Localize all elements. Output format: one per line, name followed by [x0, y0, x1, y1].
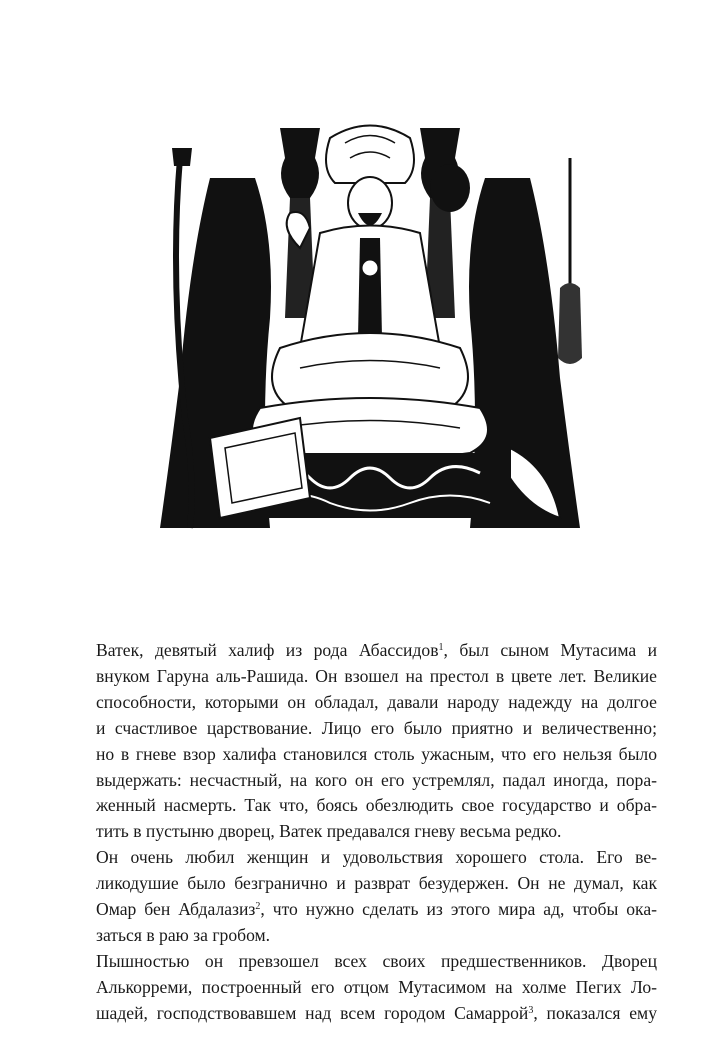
text-line: и счастливое царствование. Лицо его было приятно и величественно;: [96, 717, 657, 738]
body-text: [67, 638, 657, 1027]
text-line: Он очень любил женщин и удовольствия хорошего стола. Его ве-: [96, 847, 657, 868]
text-line: заться в раю за гробом.: [96, 924, 271, 945]
text-line: шадей, господствовавшем над всем городом Самаррой$^3$, показался ему: [96, 1002, 657, 1023]
paragraph-1: [67, 638, 657, 845]
caliph-illustration: [150, 118, 590, 550]
text-line: ликодушие было безгранично и разврат безудержен. Он не думал, как: [96, 873, 657, 894]
footnote-mark[interactable]: 3: [528, 1004, 534, 1016]
paragraph-3: [67, 949, 657, 1027]
text-line: внуком Гаруна аль-Рашида. Он взошел на престол в цвете лет. Великие: [96, 665, 657, 686]
footnote-mark[interactable]: 1: [438, 642, 444, 653]
text-line: Пышностью он превзошел всех своих предшественников. Дворец: [96, 950, 657, 971]
enthroned-caliph-icon: [150, 118, 590, 550]
text-line: способности, которыми он обладал, давали народу надежду на долгое: [96, 691, 657, 712]
text-line: Омар бен Абдалазиз$^2$, что нужно сделать из этого мира ад, чтобы ока-: [96, 899, 658, 920]
text-line: выдержать: несчастный, на кого он его устремлял, падал иногда, пора-: [96, 769, 657, 790]
paragraph-2: [67, 845, 657, 949]
text-line: но в гневе взор халифа становился столь ужасным, что его нельзя было: [96, 743, 657, 764]
footnote-mark[interactable]: 2: [255, 901, 261, 913]
text-line: Ватек, девятый халиф из рода Абассидов$^1$, был сыном Мутасима и: [96, 640, 657, 660]
text-line: тить в пустыню дворец, Ватек предавался гневу весьма редко.: [96, 821, 562, 842]
text-line: Алькорреми, построенный его отцом Мутасимом на холме Пегих Ло-: [96, 976, 657, 997]
text-line: женный насмерть. Так что, боясь обезлюдить свое государство и обра-: [96, 795, 657, 816]
